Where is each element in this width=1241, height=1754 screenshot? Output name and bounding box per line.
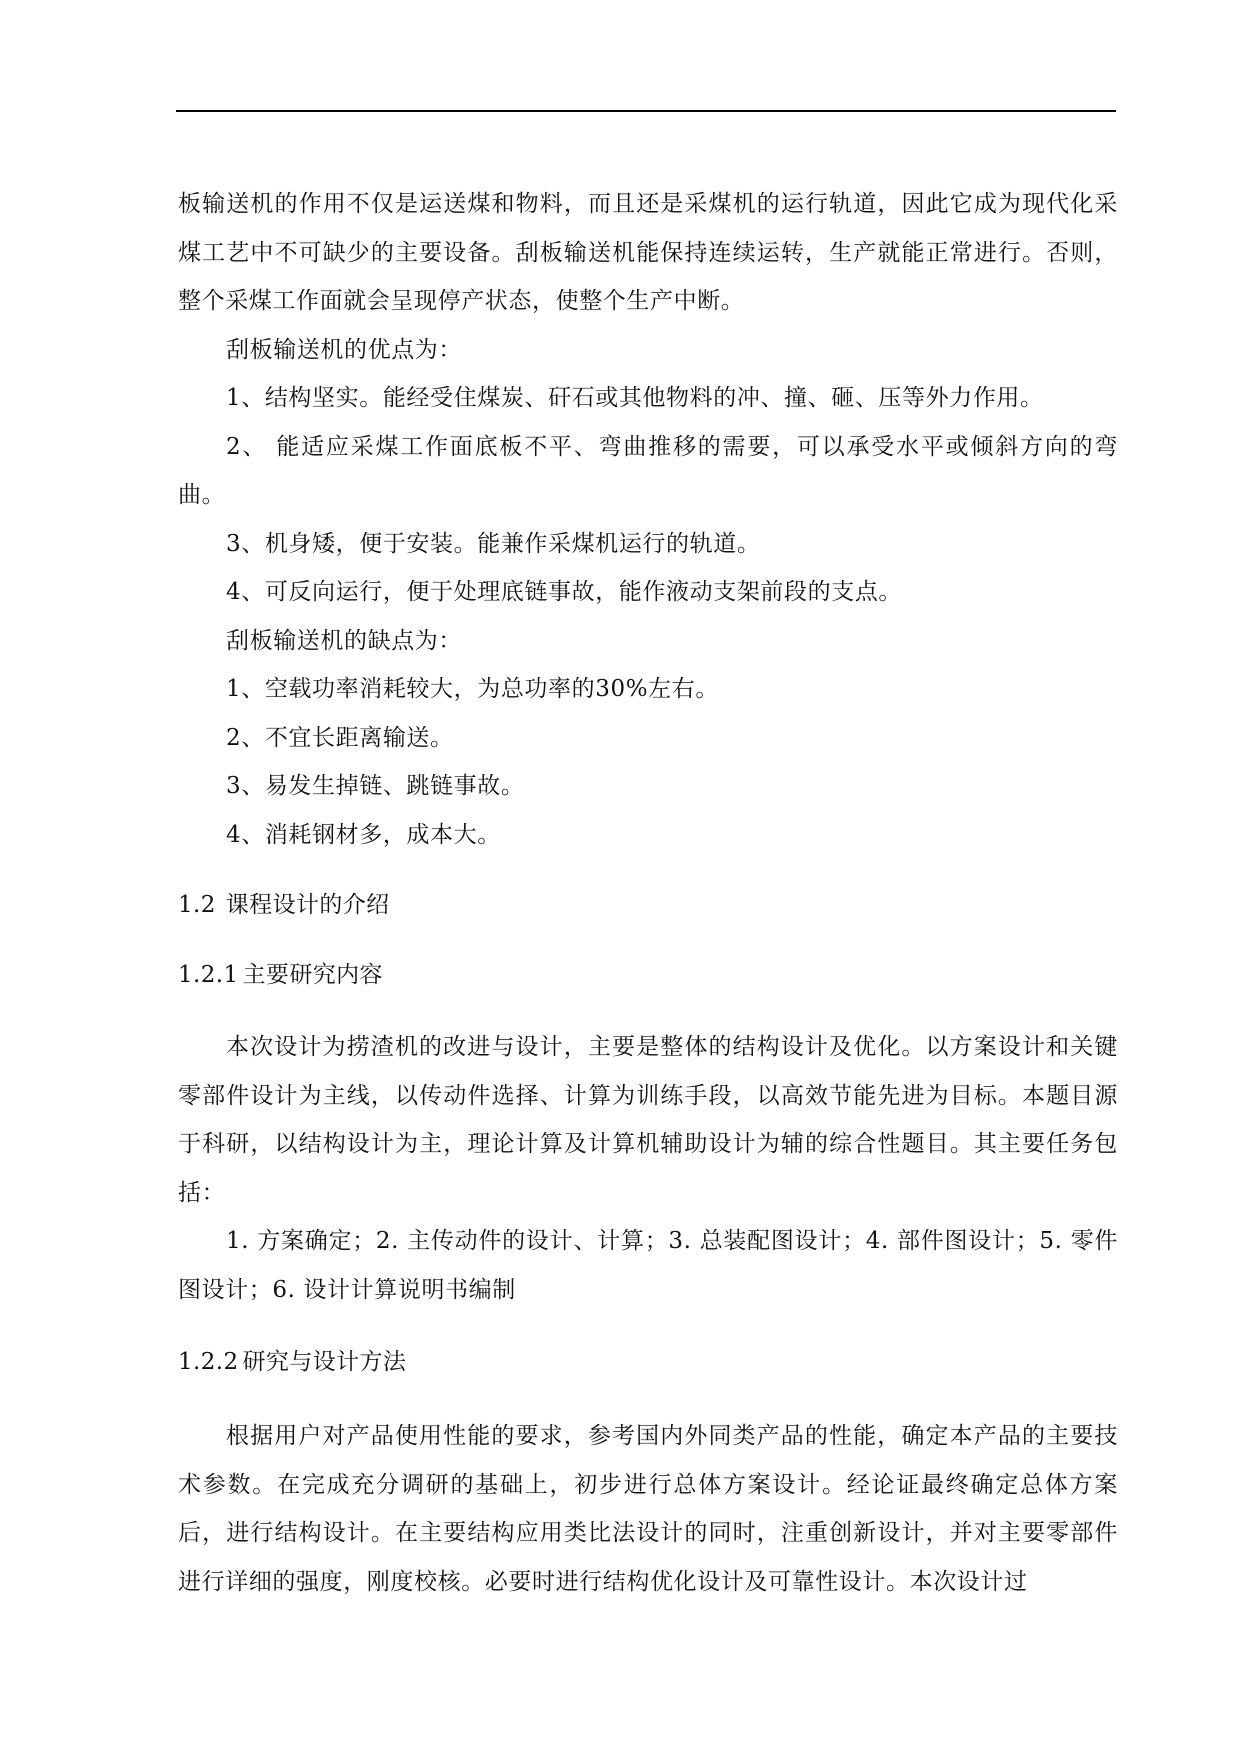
header-rule [176, 110, 1116, 112]
research-content-paragraph: 本次设计为捞渣机的改进与设计，主要是整体的结构设计及优化。以方案设计和关键零部件设计为主线，以传动件选择、计算为训练手段，以高效节能先进为目标。本题目源于科研，以结构设计为主，理论计算及计算机辅助设计为辅的综合性题目。其主要任务包括： [178, 1034, 1118, 1206]
disadvantage-item-4: 4、消耗钢材多，成本大。 [226, 821, 501, 848]
disadvantage-item-3: 3、易发生掉链、跳链事故。 [226, 773, 525, 799]
section-number: 1.2.1 [178, 962, 239, 988]
page-content [178, 180, 1118, 1606]
section-number: 1.2.2 [178, 1349, 239, 1375]
section-heading-1-2-1 [178, 951, 1118, 999]
section-title: 主要研究内容 [242, 962, 383, 988]
section-heading-1-2-2 [178, 1338, 1118, 1386]
section-title: 研究与设计方法 [242, 1349, 407, 1375]
advantage-item-4: 4、可反向运行，便于处理底链事故，能作液动支架前段的支点。 [226, 579, 903, 605]
advantage-item-1: 1、结构坚实。能经受住煤炭、矸石或其他物料的冲、撞、砸、压等外力作用。 [226, 385, 1044, 411]
advantage-item-3: 3、机身矮，便于安装。能兼作采煤机运行的轨道。 [226, 530, 761, 557]
disadvantages-title: 刮板输送机的缺点为： [226, 627, 462, 654]
disadvantage-item-1: 1、空载功率消耗较大，为总功率的30%左右。 [226, 676, 719, 702]
section-title: 课程设计的介绍 [225, 892, 390, 918]
method-paragraph: 根据用户对产品使用性能的要求，参考国内外同类产品的性能，确定本产品的主要技术参数。在完成充分调研的基础上，初步进行总体方案设计。经论证最终确定总体方案后，进行结构设计。在主要结构应用类比法设计的同时，注重创新设计，并对主要零部件进行详细的强度，刚度校核。必要时进行结构优化设计及可靠性设计。本次设计过 [178, 1423, 1118, 1595]
intro-paragraph: 板输送机的作用不仅是运送煤和物料，而且还是采煤机的运行轨道，因此它成为现代化采煤工艺中不可缺少的主要设备。刮板输送机能保持连续运转，生产就能正常进行。否则，整个采煤工作面就会呈现停产状态，使整个生产中断。 [178, 191, 1118, 314]
advantage-item-2: 2、 能适应采煤工作面底板不平、弯曲推移的需要，可以承受水平或倾斜方向的弯曲。 [178, 433, 1118, 508]
advantages-title: 刮板输送机的优点为： [226, 336, 462, 363]
section-heading-1-2 [178, 881, 1118, 929]
task-list-paragraph: 1. 方案确定；2. 主传动件的设计、计算；3. 总装配图设计；4. 部件图设计；5. 零件图设计；6. 设计计算说明书编制 [178, 1228, 1118, 1303]
section-number: 1.2 [178, 892, 216, 918]
disadvantage-item-2: 2、不宜长距离输送。 [226, 724, 454, 751]
